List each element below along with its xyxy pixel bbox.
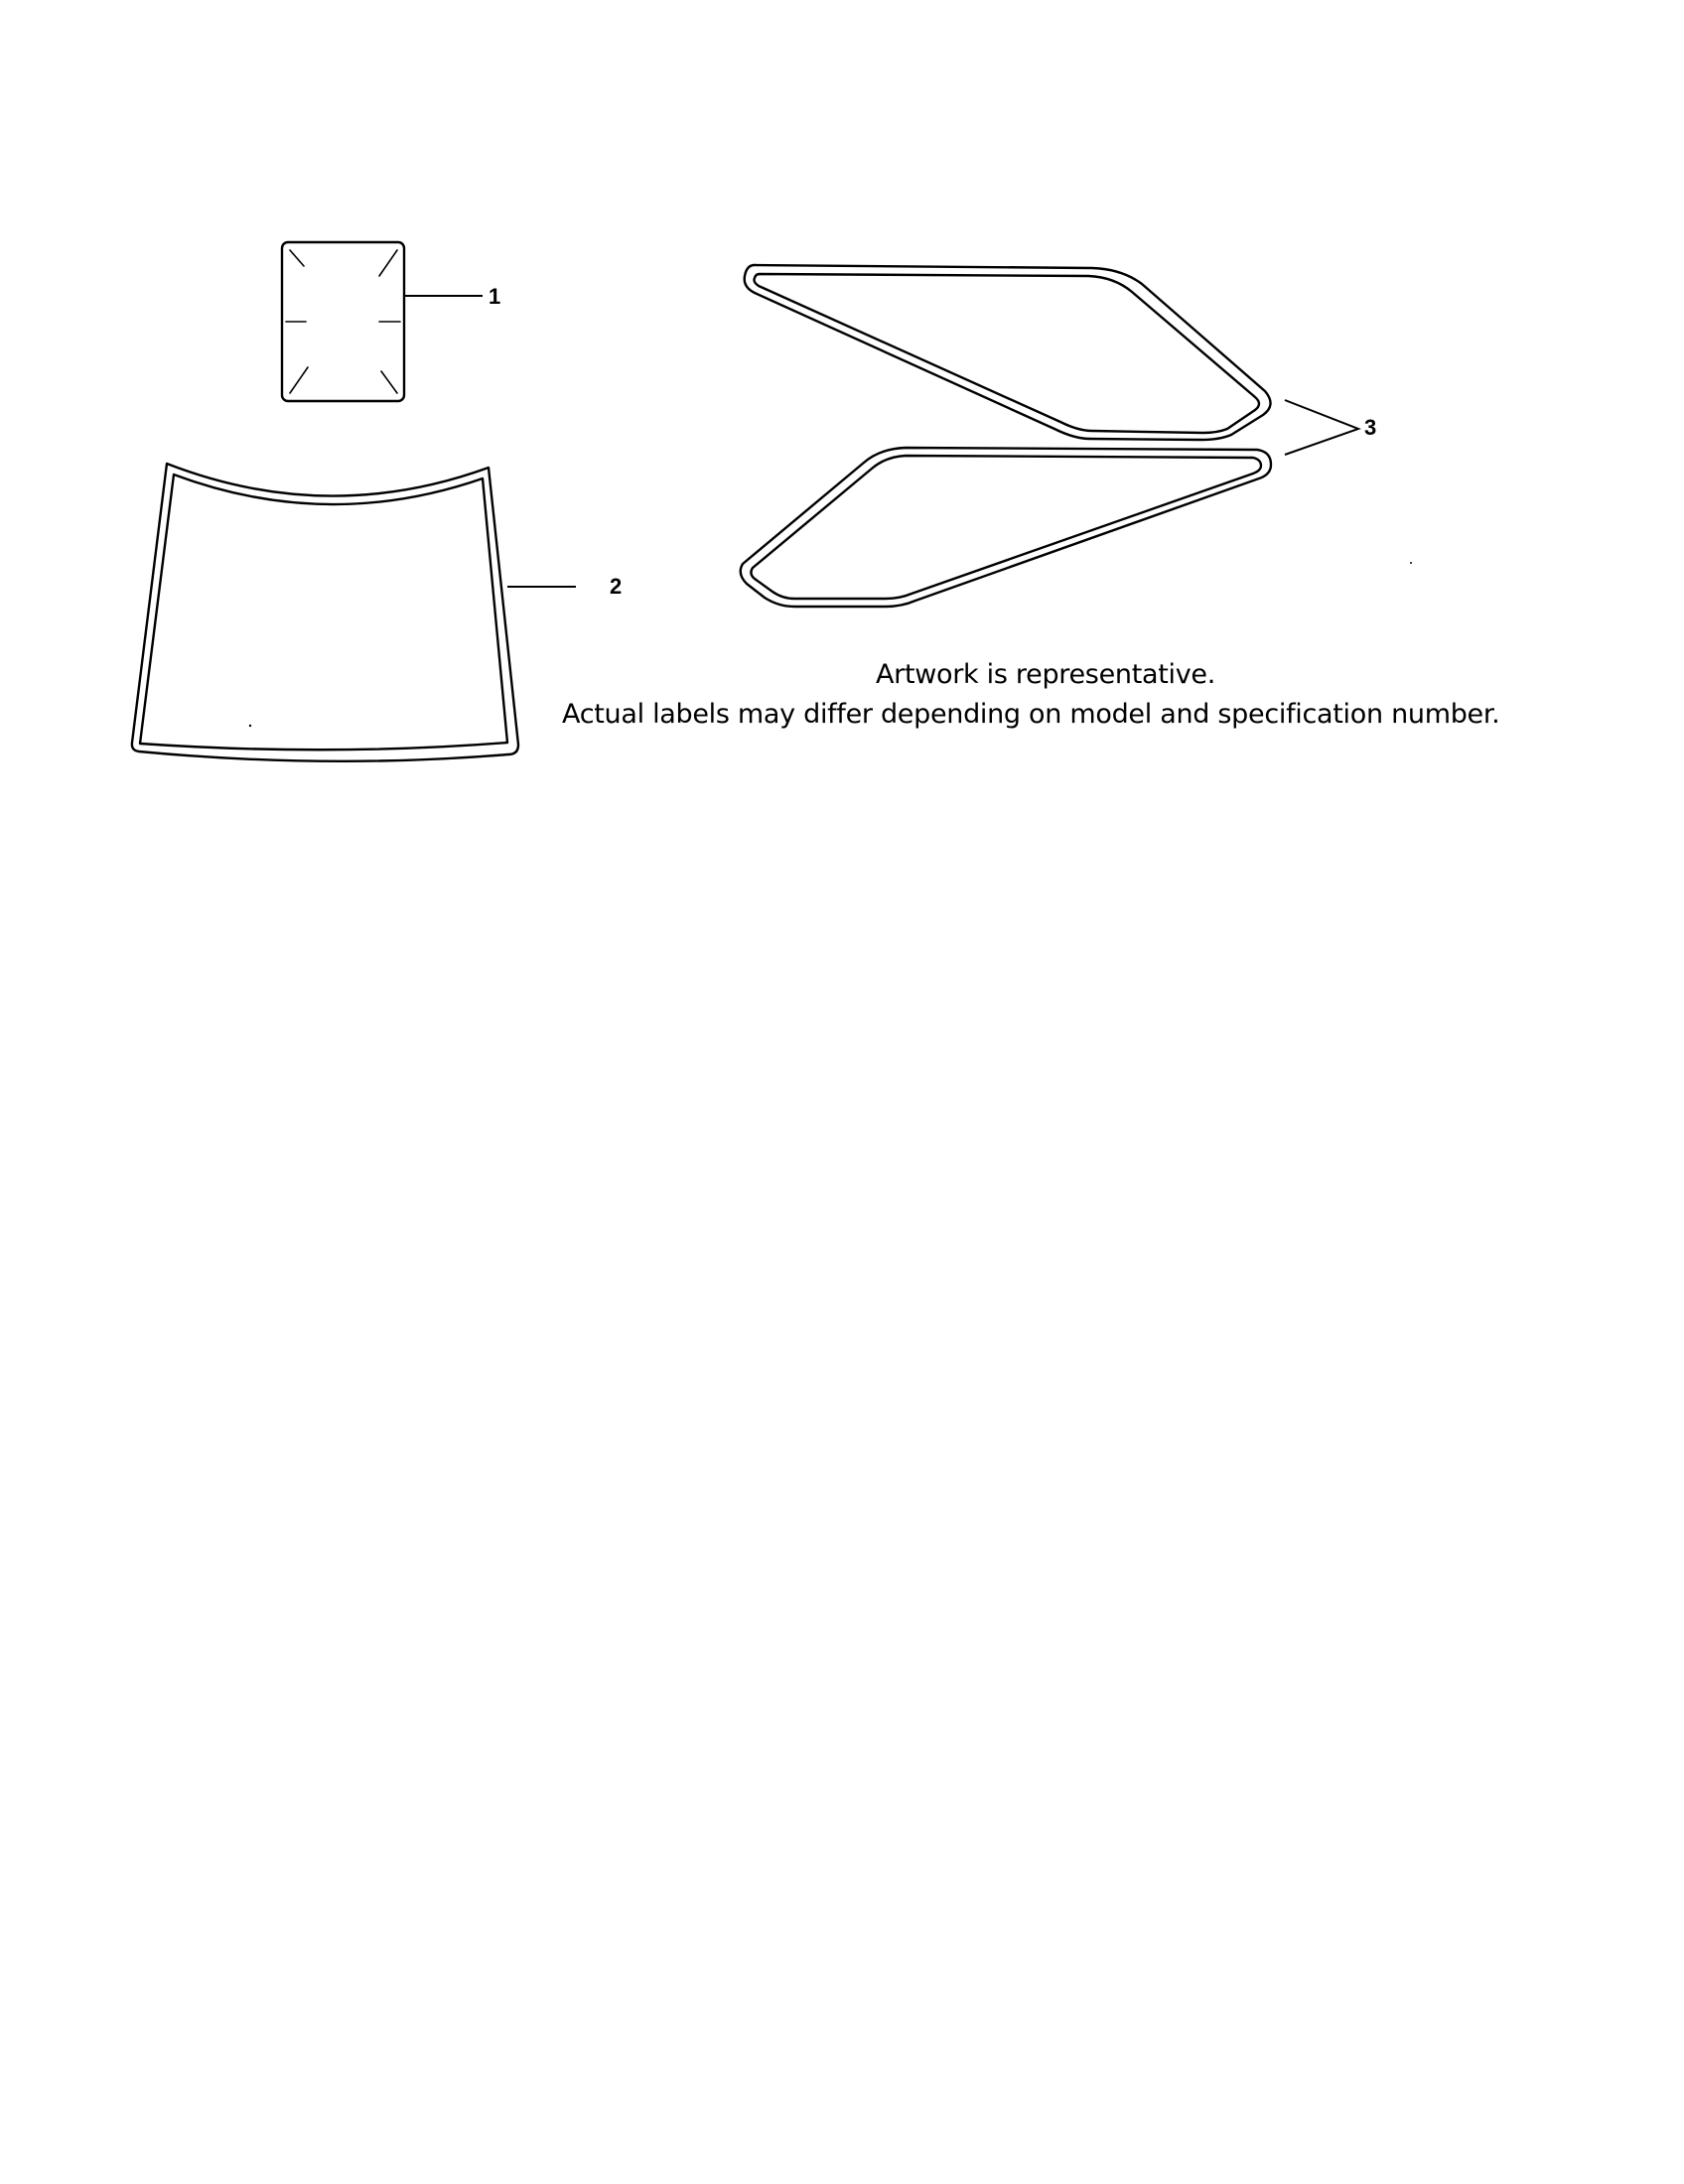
part-2-windshield-outline (132, 464, 518, 761)
note-labels-may-differ: Actual labels may differ depending on model and specification number. (562, 699, 1500, 730)
callout-number-2: 2 (610, 574, 623, 599)
callout-number-1: 1 (489, 284, 501, 309)
part-3-side-window-upper (745, 265, 1271, 440)
part-3-side-window-lower (741, 448, 1271, 607)
part-1-rectangle-label (282, 242, 404, 401)
callout-number-3: 3 (1364, 415, 1377, 440)
note-artwork-representative: Artwork is representative. (876, 659, 1215, 690)
callout-3-leader-lines (1285, 400, 1358, 455)
